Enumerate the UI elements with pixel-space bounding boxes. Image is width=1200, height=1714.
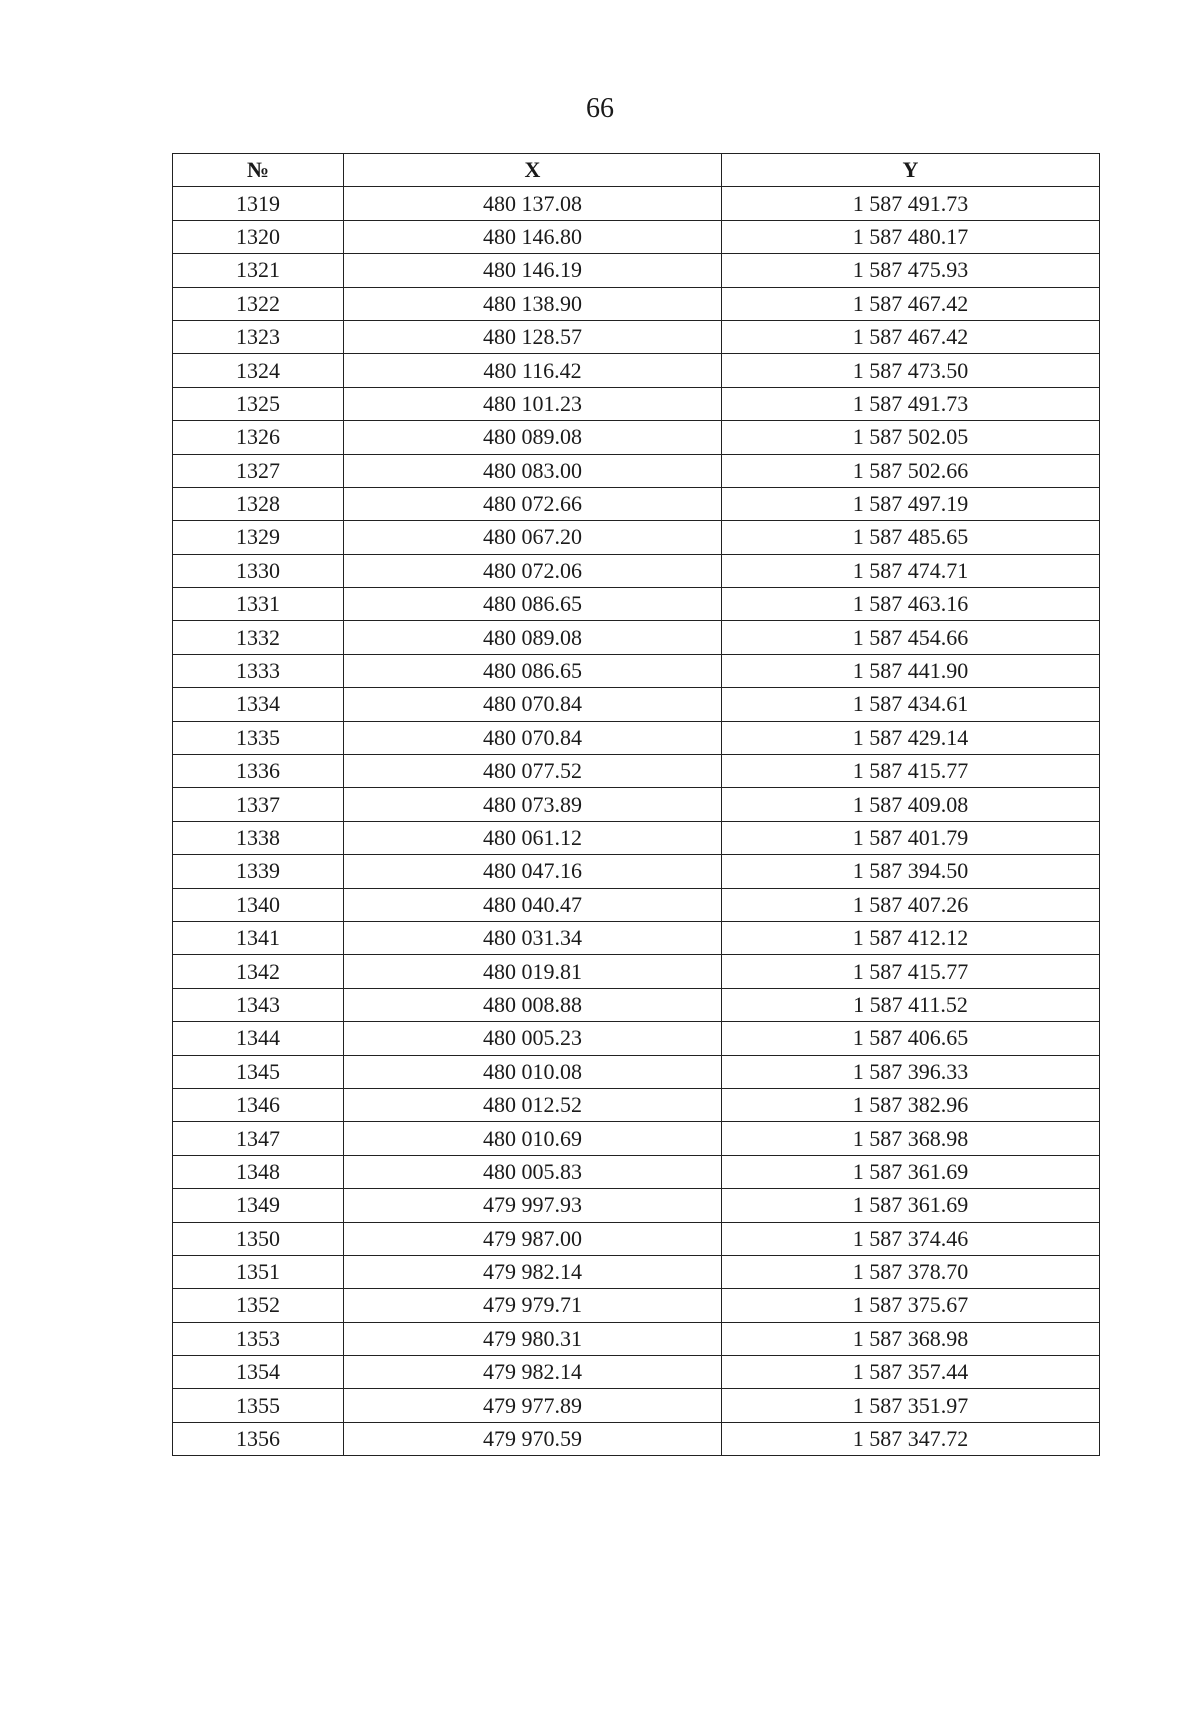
cell-y: 1 587 409.08 xyxy=(722,788,1100,821)
table-row xyxy=(173,220,1100,253)
cell-y: 1 587 473.50 xyxy=(722,354,1100,387)
header-y: Y xyxy=(722,154,1100,187)
cell-y: 1 587 485.65 xyxy=(722,521,1100,554)
cell-y: 1 587 502.66 xyxy=(722,454,1100,487)
table-row xyxy=(173,421,1100,454)
table-body xyxy=(173,187,1100,1456)
table-row xyxy=(173,1289,1100,1322)
cell-y: 1 587 347.72 xyxy=(722,1422,1100,1455)
cell-x: 480 073.89 xyxy=(344,788,722,821)
cell-number: 1355 xyxy=(173,1389,344,1422)
table-row xyxy=(173,588,1100,621)
cell-x: 480 010.08 xyxy=(344,1055,722,1088)
cell-x: 480 008.88 xyxy=(344,988,722,1021)
page-number: 66 xyxy=(586,93,614,124)
table-row xyxy=(173,1322,1100,1355)
cell-x: 480 070.84 xyxy=(344,721,722,754)
table-row xyxy=(173,320,1100,353)
cell-number: 1352 xyxy=(173,1289,344,1322)
table-row xyxy=(173,654,1100,687)
table-row xyxy=(173,688,1100,721)
cell-x: 480 031.34 xyxy=(344,921,722,954)
cell-x: 480 086.65 xyxy=(344,654,722,687)
cell-number: 1353 xyxy=(173,1322,344,1355)
cell-y: 1 587 396.33 xyxy=(722,1055,1100,1088)
cell-x: 480 116.42 xyxy=(344,354,722,387)
table-row xyxy=(173,921,1100,954)
table-row xyxy=(173,855,1100,888)
table-row xyxy=(173,254,1100,287)
cell-x: 480 005.23 xyxy=(344,1022,722,1055)
table-row xyxy=(173,554,1100,587)
table-row xyxy=(173,721,1100,754)
cell-y: 1 587 454.66 xyxy=(722,621,1100,654)
cell-x: 479 997.93 xyxy=(344,1189,722,1222)
cell-number: 1322 xyxy=(173,287,344,320)
table-row xyxy=(173,1189,1100,1222)
cell-x: 480 083.00 xyxy=(344,454,722,487)
cell-y: 1 587 412.12 xyxy=(722,921,1100,954)
cell-y: 1 587 429.14 xyxy=(722,721,1100,754)
table-row xyxy=(173,1155,1100,1188)
cell-number: 1327 xyxy=(173,454,344,487)
cell-number: 1354 xyxy=(173,1356,344,1389)
cell-x: 480 072.66 xyxy=(344,487,722,520)
table-row xyxy=(173,1088,1100,1121)
cell-x: 480 077.52 xyxy=(344,755,722,788)
cell-y: 1 587 491.73 xyxy=(722,387,1100,420)
cell-y: 1 587 491.73 xyxy=(722,187,1100,220)
header-row xyxy=(173,154,1100,187)
table-row xyxy=(173,1389,1100,1422)
table-row xyxy=(173,287,1100,320)
cell-x: 480 067.20 xyxy=(344,521,722,554)
cell-number: 1330 xyxy=(173,554,344,587)
cell-number: 1336 xyxy=(173,755,344,788)
cell-number: 1348 xyxy=(173,1155,344,1188)
table-row xyxy=(173,755,1100,788)
table-row xyxy=(173,1255,1100,1288)
cell-number: 1325 xyxy=(173,387,344,420)
cell-y: 1 587 497.19 xyxy=(722,487,1100,520)
coordinates-table xyxy=(172,153,1100,1456)
cell-x: 480 072.06 xyxy=(344,554,722,587)
cell-x: 479 987.00 xyxy=(344,1222,722,1255)
table-row xyxy=(173,955,1100,988)
cell-y: 1 587 378.70 xyxy=(722,1255,1100,1288)
cell-y: 1 587 467.42 xyxy=(722,287,1100,320)
cell-number: 1341 xyxy=(173,921,344,954)
cell-number: 1350 xyxy=(173,1222,344,1255)
cell-x: 479 970.59 xyxy=(344,1422,722,1455)
cell-x: 480 070.84 xyxy=(344,688,722,721)
cell-number: 1323 xyxy=(173,320,344,353)
cell-number: 1344 xyxy=(173,1022,344,1055)
cell-x: 480 019.81 xyxy=(344,955,722,988)
cell-number: 1331 xyxy=(173,588,344,621)
cell-y: 1 587 375.67 xyxy=(722,1289,1100,1322)
cell-y: 1 587 441.90 xyxy=(722,654,1100,687)
table-row xyxy=(173,1422,1100,1455)
cell-number: 1345 xyxy=(173,1055,344,1088)
cell-y: 1 587 415.77 xyxy=(722,955,1100,988)
cell-y: 1 587 411.52 xyxy=(722,988,1100,1021)
cell-y: 1 587 374.46 xyxy=(722,1222,1100,1255)
table-row xyxy=(173,1356,1100,1389)
header-x: X xyxy=(344,154,722,187)
cell-y: 1 587 401.79 xyxy=(722,821,1100,854)
cell-number: 1319 xyxy=(173,187,344,220)
cell-x: 480 137.08 xyxy=(344,187,722,220)
table-header xyxy=(173,154,1100,187)
cell-number: 1333 xyxy=(173,654,344,687)
cell-x: 480 005.83 xyxy=(344,1155,722,1188)
cell-y: 1 587 502.05 xyxy=(722,421,1100,454)
cell-number: 1335 xyxy=(173,721,344,754)
cell-number: 1337 xyxy=(173,788,344,821)
cell-x: 479 977.89 xyxy=(344,1389,722,1422)
cell-x: 479 979.71 xyxy=(344,1289,722,1322)
cell-number: 1324 xyxy=(173,354,344,387)
table-row xyxy=(173,1222,1100,1255)
table-row xyxy=(173,988,1100,1021)
cell-number: 1328 xyxy=(173,487,344,520)
cell-number: 1329 xyxy=(173,521,344,554)
header-number: № xyxy=(173,154,344,187)
table-row xyxy=(173,1022,1100,1055)
cell-y: 1 587 351.97 xyxy=(722,1389,1100,1422)
cell-number: 1338 xyxy=(173,821,344,854)
cell-x: 480 086.65 xyxy=(344,588,722,621)
cell-x: 480 061.12 xyxy=(344,821,722,854)
table-row xyxy=(173,454,1100,487)
table-row xyxy=(173,1122,1100,1155)
cell-number: 1342 xyxy=(173,955,344,988)
cell-x: 479 982.14 xyxy=(344,1255,722,1288)
cell-y: 1 587 368.98 xyxy=(722,1322,1100,1355)
table-row xyxy=(173,821,1100,854)
table-row xyxy=(173,521,1100,554)
cell-y: 1 587 463.16 xyxy=(722,588,1100,621)
cell-x: 480 040.47 xyxy=(344,888,722,921)
cell-y: 1 587 357.44 xyxy=(722,1356,1100,1389)
cell-x: 480 010.69 xyxy=(344,1122,722,1155)
cell-x: 480 089.08 xyxy=(344,421,722,454)
cell-x: 480 101.23 xyxy=(344,387,722,420)
cell-y: 1 587 415.77 xyxy=(722,755,1100,788)
cell-y: 1 587 394.50 xyxy=(722,855,1100,888)
cell-x: 480 012.52 xyxy=(344,1088,722,1121)
cell-y: 1 587 361.69 xyxy=(722,1155,1100,1188)
table-row xyxy=(173,788,1100,821)
table-row xyxy=(173,1055,1100,1088)
cell-x: 480 128.57 xyxy=(344,320,722,353)
table-row xyxy=(173,354,1100,387)
cell-number: 1351 xyxy=(173,1255,344,1288)
cell-number: 1346 xyxy=(173,1088,344,1121)
cell-number: 1356 xyxy=(173,1422,344,1455)
cell-x: 479 980.31 xyxy=(344,1322,722,1355)
cell-number: 1320 xyxy=(173,220,344,253)
cell-y: 1 587 475.93 xyxy=(722,254,1100,287)
cell-x: 479 982.14 xyxy=(344,1356,722,1389)
table-row xyxy=(173,387,1100,420)
cell-number: 1326 xyxy=(173,421,344,454)
table-row xyxy=(173,888,1100,921)
cell-number: 1347 xyxy=(173,1122,344,1155)
cell-y: 1 587 406.65 xyxy=(722,1022,1100,1055)
cell-y: 1 587 480.17 xyxy=(722,220,1100,253)
cell-number: 1340 xyxy=(173,888,344,921)
cell-number: 1332 xyxy=(173,621,344,654)
cell-x: 480 089.08 xyxy=(344,621,722,654)
cell-number: 1321 xyxy=(173,254,344,287)
table-row xyxy=(173,187,1100,220)
table-row xyxy=(173,487,1100,520)
cell-x: 480 146.19 xyxy=(344,254,722,287)
cell-y: 1 587 407.26 xyxy=(722,888,1100,921)
cell-y: 1 587 474.71 xyxy=(722,554,1100,587)
cell-y: 1 587 382.96 xyxy=(722,1088,1100,1121)
cell-number: 1334 xyxy=(173,688,344,721)
cell-y: 1 587 434.61 xyxy=(722,688,1100,721)
cell-x: 480 047.16 xyxy=(344,855,722,888)
cell-x: 480 146.80 xyxy=(344,220,722,253)
cell-number: 1343 xyxy=(173,988,344,1021)
cell-y: 1 587 467.42 xyxy=(722,320,1100,353)
cell-y: 1 587 368.98 xyxy=(722,1122,1100,1155)
cell-number: 1349 xyxy=(173,1189,344,1222)
cell-y: 1 587 361.69 xyxy=(722,1189,1100,1222)
cell-number: 1339 xyxy=(173,855,344,888)
table-row xyxy=(173,621,1100,654)
cell-x: 480 138.90 xyxy=(344,287,722,320)
